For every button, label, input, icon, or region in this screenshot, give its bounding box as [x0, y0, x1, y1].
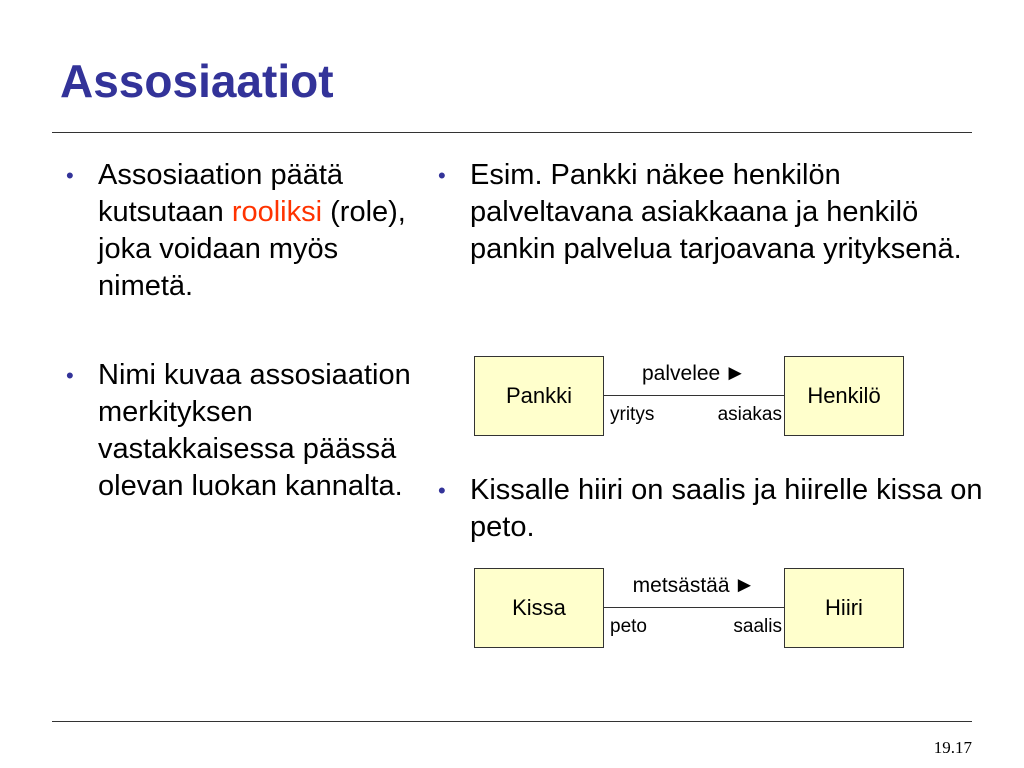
bullet-text: Kissalle hiiri on saalis ja hiirelle kissa on peto. [470, 474, 983, 543]
slide-title: Assosiaatiot [60, 55, 334, 107]
bullet-icon: • [438, 163, 446, 188]
bullet-icon: • [66, 163, 74, 188]
uml-association-diagram [474, 568, 906, 650]
bullet-item [432, 157, 990, 268]
highlighted-term: rooliksi [231, 196, 323, 228]
association-line [604, 607, 784, 608]
page-number: 19.17 [933, 738, 972, 757]
bullet-icon: • [438, 478, 446, 503]
bullet-item [60, 357, 438, 505]
footer-divider [52, 721, 972, 722]
association-line [604, 395, 784, 396]
uml-class-box: Kissa [474, 568, 604, 648]
role-label-right: asiakas [717, 404, 782, 425]
title-divider [52, 132, 972, 133]
bullet-item [432, 472, 990, 546]
bullet-icon: • [66, 363, 74, 388]
uml-association-diagram [474, 356, 906, 438]
direction-arrow-icon: ► [733, 572, 756, 597]
association-name [604, 572, 784, 598]
uml-class-box: Henkilö [784, 356, 904, 436]
role-label-right: saalis [733, 616, 782, 637]
uml-class-box: Pankki [474, 356, 604, 436]
bullet-text: Esim. Pankki näkee henkilön palveltavana asiakkaana ja henkilö pankin palvelua tarjoavana yrityksenä. [470, 159, 962, 265]
association-label: palvelee [641, 362, 721, 385]
bullet-text: Nimi kuvaa assosiaation merkityksen vastakkaisessa päässä olevan luokan kannalta. [98, 359, 411, 502]
direction-arrow-icon: ► [724, 360, 746, 385]
association-name [604, 360, 784, 386]
bullet-text: Assosiaation päätä kutsutaan [98, 159, 344, 228]
bullet-item [60, 157, 438, 305]
role-label-left: peto [610, 616, 647, 637]
bullet-text: (role), joka voidaan myös nimetä. [98, 196, 406, 302]
uml-class-box: Hiiri [784, 568, 904, 648]
role-label-left: yritys [610, 404, 655, 425]
association-label: metsästää [632, 574, 730, 597]
